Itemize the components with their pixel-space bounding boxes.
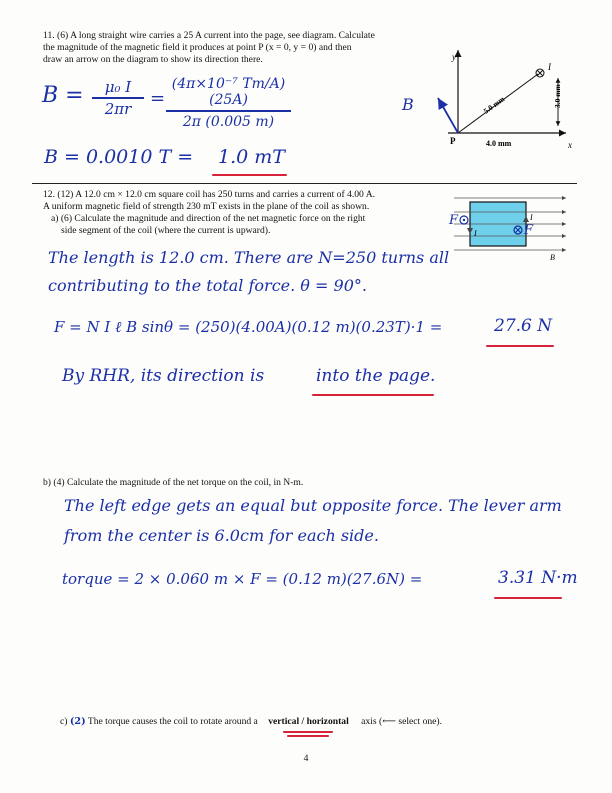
q11-p-label: P — [450, 136, 456, 146]
q11-prompt-line3: draw an arrow on the diagram to show its direction there. — [43, 54, 263, 65]
q12a-line2: side segment of the coil (where the current is upward). — [61, 225, 271, 236]
q12a-hw-line2: contributing to the total force. θ = 90°. — [48, 276, 367, 295]
q11-wire-label: I — [548, 62, 551, 72]
q12a-answer-underline — [486, 345, 554, 347]
q12c-points: (2) — [69, 716, 86, 727]
q11-fraction2-num: (4π×10⁻⁷ Tm/A)(25A) — [171, 76, 286, 108]
q12a-hw-line1: The length is 12.0 cm. There are N=250 turns all — [48, 248, 450, 267]
q12b-hw-line2: from the center is 6.0cm for each side. — [64, 526, 379, 545]
q11-fraction1-bar — [92, 97, 144, 99]
q11-hyp-label: 5.0 mm — [481, 94, 507, 116]
page-number: 4 — [303, 753, 309, 764]
q12a-answer: 27.6 N — [494, 316, 553, 336]
q11-vert-label: 3.0 mm — [553, 84, 562, 108]
q11-prompt-line1: 11. (6) A long straight wire carries a 25 A current into the page, see diagram. Calculate — [43, 30, 375, 41]
q11-fraction2 — [166, 76, 291, 130]
q12c-option-horizontal[interactable]: horizontal — [306, 716, 349, 727]
q12c-text: The torque causes the coil to rotate around a — [87, 716, 258, 727]
q12-prompt-line2: A uniform magnetic field of strength 230 mT exists in the plane of the coil as shown. — [43, 201, 370, 212]
q11-fraction2-bar — [166, 110, 291, 112]
q12c-selection-underline — [283, 731, 333, 733]
q12-f-left-label: F — [449, 213, 459, 228]
q11-b-arrow — [438, 98, 458, 133]
q12a-hw-line3: F = N I ℓ B sinθ = (250)(4.00A)(0.12 m)(0.23T)·1 = — [54, 318, 443, 336]
q12b-answer-underline — [494, 597, 562, 599]
q11-x-label: x — [568, 140, 572, 150]
q11-formula-eq: = — [150, 88, 166, 109]
q11-formula-lhs: B = — [42, 83, 84, 108]
q12a-direction: into the page. — [316, 366, 436, 386]
q12-prompt — [43, 189, 443, 237]
q12-i-right-label: I — [530, 213, 533, 222]
q11-fraction1 — [92, 78, 144, 118]
q12-prompt-line1: 12. (12) A 12.0 cm × 12.0 cm square coil has 250 turns and carries a current of 4.00 A. — [43, 189, 376, 200]
q12c-prefix: c) — [60, 716, 68, 727]
q11-answer-underline — [212, 174, 287, 176]
q11-fraction1-den: 2πr — [104, 99, 132, 118]
q11-fraction2-den: 2π (0.005 m) — [182, 113, 275, 130]
q12c-option-vertical[interactable]: vertical — [268, 716, 300, 727]
q11-b-label: B — [402, 95, 414, 114]
q12-b-label: B — [550, 253, 555, 262]
q12-i-left-label: I — [474, 229, 477, 238]
q12-f-right-label: F — [524, 223, 534, 238]
q12c-suffix: axis (⟵ select one). — [361, 716, 443, 727]
q12a-line1: a) (6) Calculate the magnitude and direction of the net magnetic force on the right — [51, 213, 366, 224]
q12a-direction-underline — [312, 394, 434, 396]
section-divider — [32, 183, 577, 184]
q11-horiz-label: 4.0 mm — [486, 139, 512, 148]
q12b-hw-line1: The left edge gets an equal but opposite force. The lever arm — [64, 496, 562, 515]
q11-result-left: B = 0.0010 T = — [44, 146, 194, 168]
q11-diagram — [380, 40, 580, 152]
q11-result-answer: 1.0 mT — [218, 146, 285, 168]
q12-diagram — [446, 190, 576, 262]
q11-fraction1-num: μ₀ I — [104, 78, 132, 96]
q12b-prompt: b) (4) Calculate the magnitude of the net torque on the coil, in N-m. — [43, 477, 304, 488]
q12c-slash: / — [301, 716, 305, 727]
q11-y-label: y — [452, 52, 456, 62]
q12a-hw-line4: By RHR, its direction is — [62, 366, 265, 386]
q12c-line — [60, 716, 442, 728]
q12b-answer: 3.31 N·m — [498, 568, 578, 588]
q11-prompt-line2: the magnitude of the magnetic field it produces at point P (x = 0, y = 0) and then — [43, 42, 352, 53]
q12b-hw-line3: torque = 2 × 0.060 m × F = (0.12 m)(27.6N) = — [62, 570, 423, 588]
